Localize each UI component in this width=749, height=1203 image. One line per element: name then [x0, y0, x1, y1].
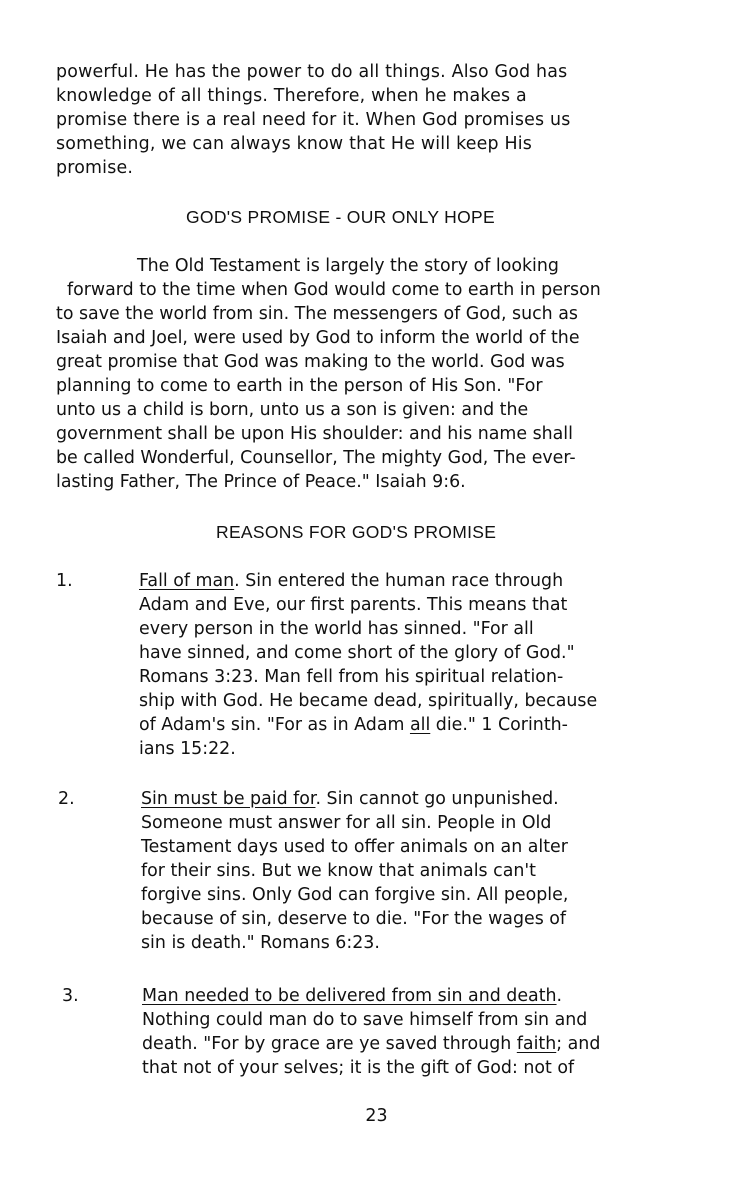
intro-line-1: powerful. He has the power to do all things. Also God has	[56, 62, 568, 82]
item-3-line-3-before: death. "For by grace are ye saved through	[142, 1034, 517, 1054]
item-1-line-7-before: of Adam's sin. "For as in Adam	[139, 715, 410, 735]
section1-line-9: be called Wonderful, Counsellor, The mighty God, The ever-	[56, 448, 576, 468]
section-heading-reasons: REASONS FOR GOD'S PROMISE	[216, 522, 497, 542]
item-1-line-5: Romans 3:23. Man fell from his spiritual relation-	[139, 667, 564, 687]
intro-line-3: promise there is a real need for it. When God promises us	[56, 110, 571, 130]
section1-line-8: government shall be upon His shoulder: and his name shall	[56, 424, 573, 444]
item-1-title-rest: . Sin entered the human race through	[234, 571, 564, 591]
section1-line-5: great promise that God was making to the world. God was	[56, 352, 565, 372]
item-3-line-3-after: ; and	[556, 1034, 601, 1054]
item-2-line-6: because of sin, deserve to die. "For the wages of	[141, 909, 567, 929]
item-2-line-3: Testament days used to offer animals on an alter	[141, 837, 568, 857]
item-2-line-4: for their sins. But we know that animals can't	[141, 861, 536, 881]
intro-line-2: knowledge of all things. Therefore, when he makes a	[56, 86, 527, 106]
item-2-title-rest: . Sin cannot go unpunished.	[315, 789, 559, 809]
item-1-line-1	[139, 569, 563, 593]
section1-line-3: to save the world from sin. The messengers of God, such as	[56, 304, 578, 324]
section1-line-10: lasting Father, The Prince of Peace." Isaiah 9:6.	[56, 472, 466, 492]
item-2-line-1	[141, 787, 559, 811]
section1-line-6: planning to come to earth in the person of His Son. "For	[56, 376, 543, 396]
item-3-number: 3.	[62, 986, 79, 1006]
page-number: 23	[365, 1106, 388, 1126]
item-1-line-3: every person in the world has sinned. "For all	[139, 619, 534, 639]
item-3-title: Man needed to be delivered from sin and death	[142, 986, 557, 1006]
item-2-line-2: Someone must answer for all sin. People in Old	[141, 813, 552, 833]
item-1-number: 1.	[56, 571, 73, 591]
intro-line-5: promise.	[56, 158, 134, 178]
section1-line-2: forward to the time when God would come to earth in person	[67, 280, 601, 300]
item-2-number: 2.	[58, 789, 75, 809]
item-3-underlined-faith: faith	[516, 1034, 557, 1054]
section1-line-1: The Old Testament is largely the story of looking	[137, 256, 559, 276]
item-2-title: Sin must be paid for	[141, 789, 316, 809]
item-3-line-2: Nothing could man do to save himself from sin and	[142, 1010, 588, 1030]
item-1-line-7-after: die." 1 Corinth-	[430, 715, 568, 735]
item-1-line-4: have sinned, and come short of the glory of God."	[139, 643, 575, 663]
item-3-line-1	[142, 984, 562, 1008]
item-1-title: Fall of man	[139, 571, 235, 591]
section1-line-7: unto us a child is born, unto us a son is given: and the	[56, 400, 529, 420]
item-2-line-7: sin is death." Romans 6:23.	[141, 933, 380, 953]
item-1-line-2: Adam and Eve, our first parents. This means that	[139, 595, 568, 615]
intro-line-4: something, we can always know that He will keep His	[56, 134, 533, 154]
item-2-line-5: forgive sins. Only God can forgive sin. All people,	[141, 885, 569, 905]
section-heading-only-hope: GOD'S PROMISE - OUR ONLY HOPE	[186, 207, 495, 227]
section1-line-4: Isaiah and Joel, were used by God to inform the world of the	[56, 328, 580, 348]
item-1-line-8: ians 15:22.	[139, 739, 236, 759]
item-1-line-6: ship with God. He became dead, spiritually, because	[139, 691, 598, 711]
item-3-line-3	[142, 1032, 600, 1056]
item-1-underlined-all: all	[409, 715, 431, 735]
item-1-line-7	[139, 713, 568, 737]
item-3-title-rest: .	[556, 986, 563, 1006]
item-3-line-4: that not of your selves; it is the gift of God: not of	[142, 1058, 575, 1078]
